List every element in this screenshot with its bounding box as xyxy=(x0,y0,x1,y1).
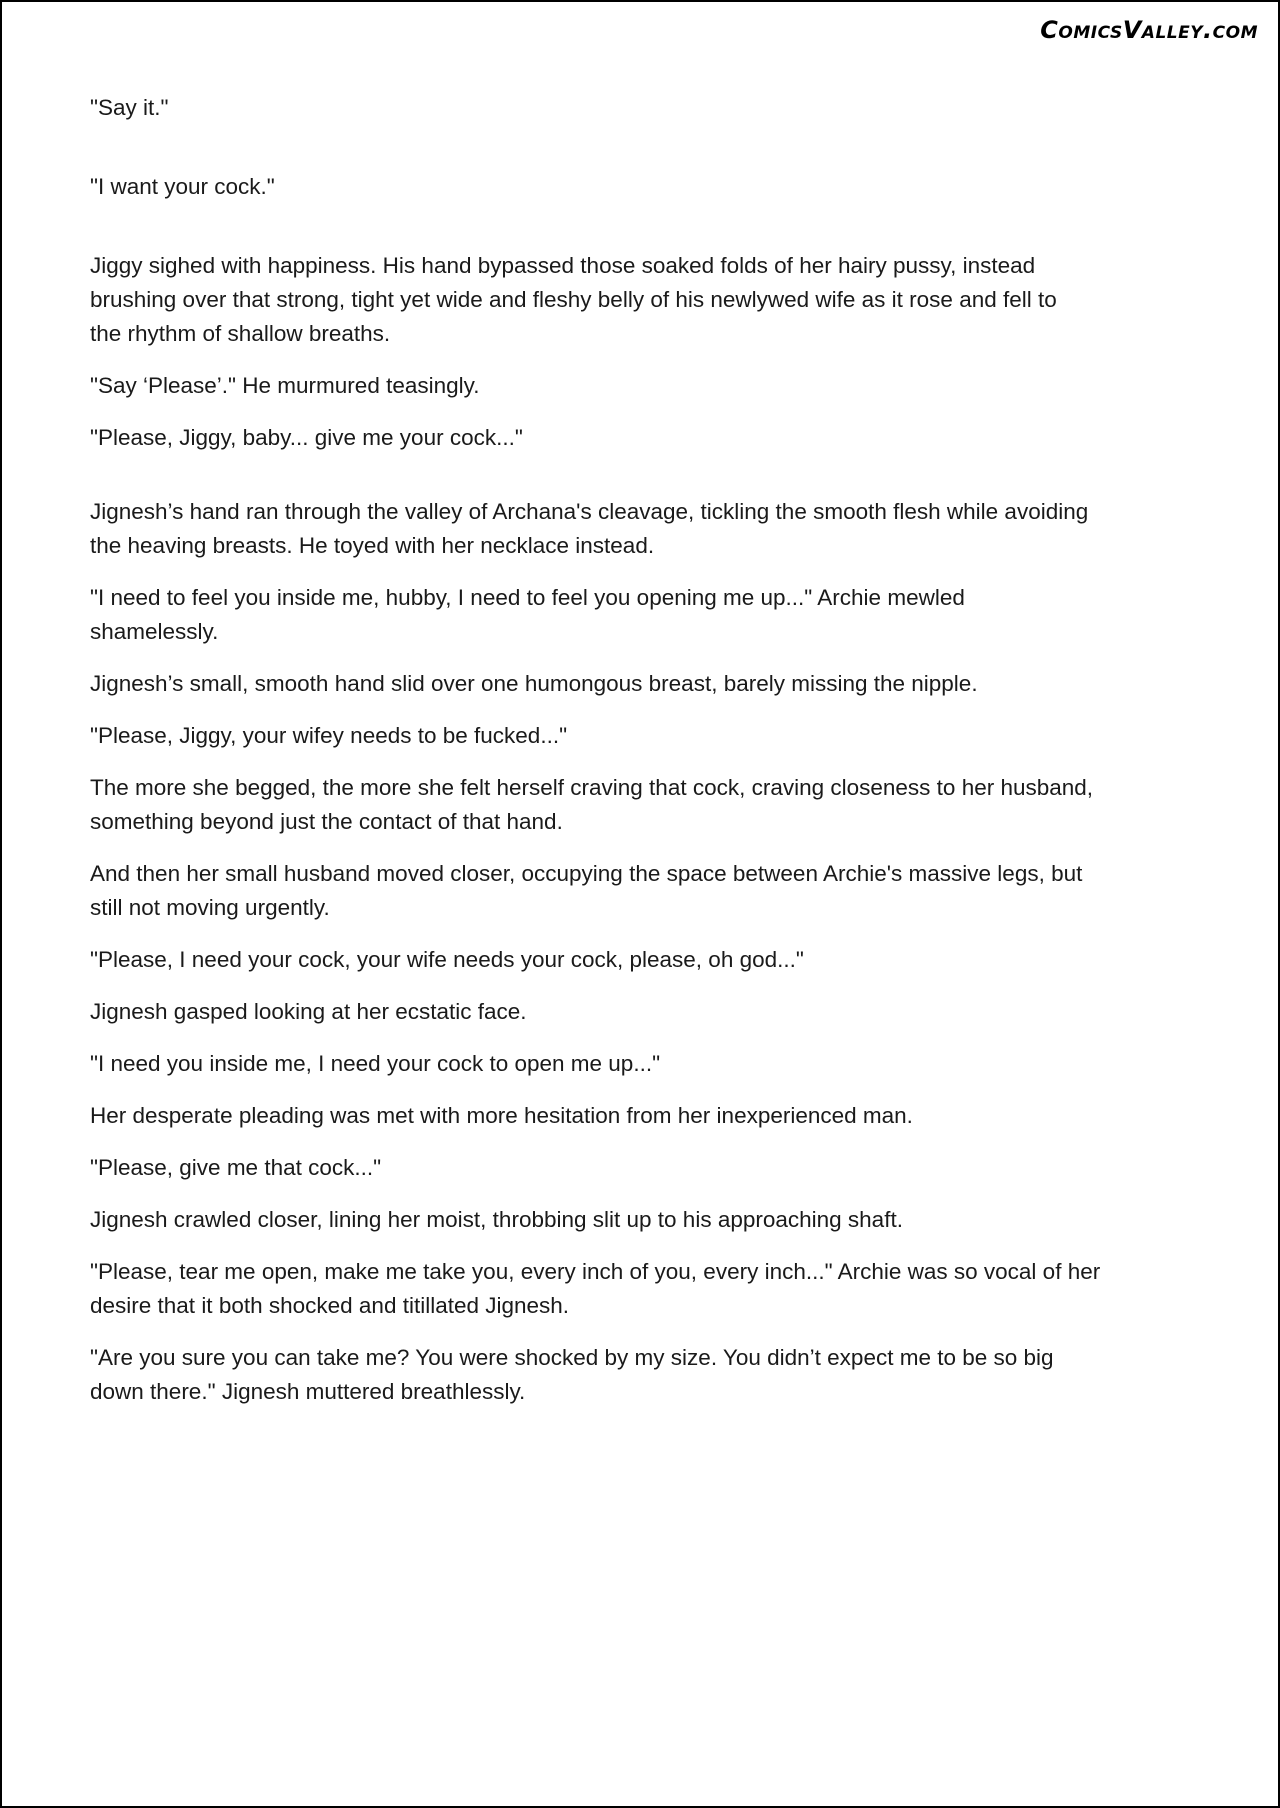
text-line: Jignesh gasped looking at her ecstatic face. xyxy=(90,999,527,1024)
paragraph xyxy=(90,369,1100,403)
text-line: the heaving breasts. He toyed with her necklace instead. xyxy=(90,533,655,558)
text-line: Jignesh’s small, smooth hand slid over one humongous breast, barely missing the nipple. xyxy=(90,671,978,696)
paragraph xyxy=(90,170,1100,204)
paragraph xyxy=(90,495,1100,563)
text-line: Jignesh’s hand ran through the valley of Archana's cleavage, tickling the smooth flesh while avoiding xyxy=(90,499,1089,524)
paragraph xyxy=(90,421,1100,455)
paragraph xyxy=(90,771,1100,839)
paragraph xyxy=(90,249,1100,351)
text-line: shamelessly. xyxy=(90,619,219,644)
paragraph xyxy=(90,1255,1100,1323)
text-line: "Are you sure you can take me? You were shocked by my size. You didn’t expect me to be so big xyxy=(90,1345,1054,1370)
story-text xyxy=(90,91,1100,1409)
text-line: "Please, Jiggy, your wifey needs to be fucked..." xyxy=(90,723,568,748)
paragraph xyxy=(90,719,1100,753)
paragraph xyxy=(90,581,1100,649)
text-line: "Say ‘Please’." He murmured teasingly. xyxy=(90,373,480,398)
text-line: still not moving urgently. xyxy=(90,895,330,920)
paragraph xyxy=(90,1341,1100,1409)
text-line: brushing over that strong, tight yet wide and fleshy belly of his newlywed wife as it rose and fell to xyxy=(90,287,1057,312)
paragraph xyxy=(90,943,1100,977)
paragraph xyxy=(90,91,1100,125)
text-line: The more she begged, the more she felt herself craving that cock, craving closeness to her husband, xyxy=(90,775,1094,800)
text-line: "I need you inside me, I need your cock to open me up..." xyxy=(90,1051,661,1076)
text-line: "I want your cock." xyxy=(90,174,275,199)
paragraph xyxy=(90,1047,1100,1081)
paragraph xyxy=(90,1151,1100,1185)
text-line: Jignesh crawled closer, lining her moist, throbbing slit up to his approaching shaft. xyxy=(90,1207,903,1232)
text-line: "Say it." xyxy=(90,95,169,120)
text-line: "I need to feel you inside me, hubby, I need to feel you opening me up..." Archie mewled xyxy=(90,585,965,610)
text-line: Her desperate pleading was met with more hesitation from her inexperienced man. xyxy=(90,1103,913,1128)
paragraph xyxy=(90,1203,1100,1237)
text-line: "Please, give me that cock..." xyxy=(90,1155,382,1180)
text-line: Jiggy sighed with happiness. His hand bypassed those soaked folds of her hairy pussy, instead xyxy=(90,253,1036,278)
text-line: "Please, tear me open, make me take you, every inch of you, every inch..." Archie was so vocal of her xyxy=(90,1259,1101,1284)
paragraph xyxy=(90,1099,1100,1133)
site-watermark-logo: ComicsValley.com xyxy=(1040,16,1258,44)
paragraph xyxy=(90,995,1100,1029)
paragraph xyxy=(90,667,1100,701)
paragraph xyxy=(90,857,1100,925)
text-line: the rhythm of shallow breaths. xyxy=(90,321,391,346)
text-line: "Please, Jiggy, baby... give me your cock..." xyxy=(90,425,523,450)
text-line: something beyond just the contact of that hand. xyxy=(90,809,563,834)
text-line: "Please, I need your cock, your wife needs your cock, please, oh god..." xyxy=(90,947,804,972)
text-line: down there." Jignesh muttered breathlessly. xyxy=(90,1379,526,1404)
text-line: desire that it both shocked and titillated Jignesh. xyxy=(90,1293,570,1318)
text-line: And then her small husband moved closer, occupying the space between Archie's massive legs, but xyxy=(90,861,1083,886)
